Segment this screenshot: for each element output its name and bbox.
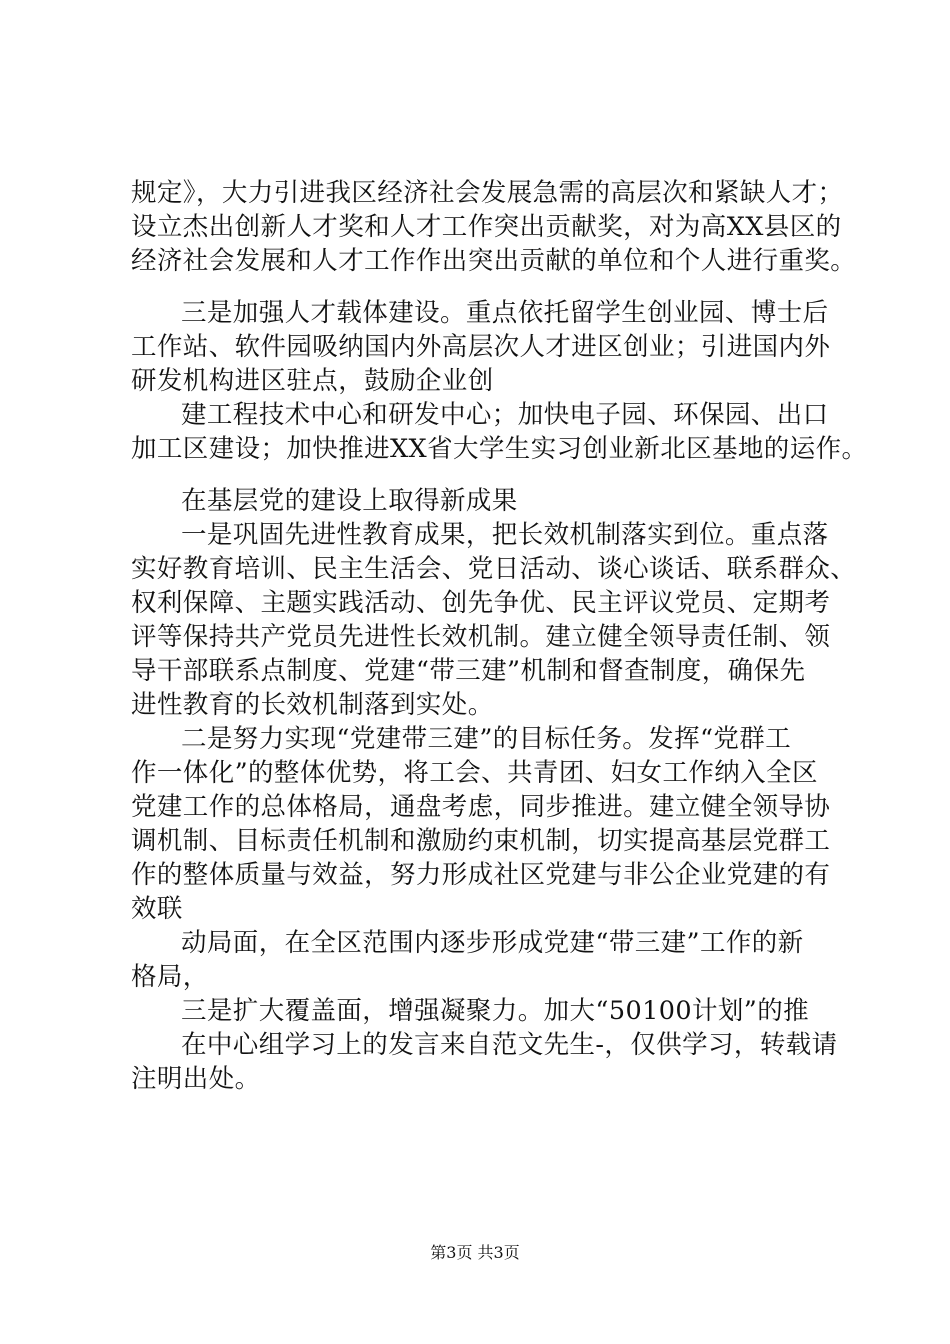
text-line: 评等保持共产党员先进性长效机制。建立健全领导责任制、领	[131, 622, 831, 652]
text-line: 二是努力实现“党建带三建”的目标任务。发挥“党群工	[181, 724, 792, 754]
text-line: 效联	[131, 894, 183, 924]
text-line: 党建工作的总体格局，通盘考虑，同步推进。建立健全领导协	[131, 792, 831, 822]
text-line: 设立杰出创新人才奖和人才工作突出贡献奖，对为高XX县区的	[131, 212, 842, 242]
text-line: 一是巩固先进性教育成果，把长效机制落实到位。重点落	[181, 520, 829, 550]
text-line: 调机制、目标责任机制和激励约束机制，切实提高基层党群工	[131, 826, 831, 856]
text-line: 加工区建设；加快推进XX省大学生实习创业新北区基地的运作。	[131, 434, 868, 464]
text-line: 三是加强人才载体建设。重点依托留学生创业园、博士后	[181, 298, 829, 328]
text-line: 建工程技术中心和研发中心；加快电子园、环保园、出口	[181, 400, 829, 430]
text-line: 实好教育培训、民主生活会、党日活动、谈心谈话、联系群众、	[131, 554, 857, 584]
text-line: 动局面，在全区范围内逐步形成党建“带三建”工作的新	[181, 928, 804, 958]
section-heading: 在基层党的建设上取得新成果	[181, 486, 518, 516]
text-line: 进性教育的长效机制落到实处。	[131, 690, 494, 720]
text-line: 在中心组学习上的发言来自范文先生-，仅供学习，转载请	[181, 1030, 838, 1060]
page-number-footer: 第3页 共3页	[430, 1243, 520, 1262]
text-line: 规定》，大力引进我区经济社会发展急需的高层次和紧缺人才；	[131, 178, 844, 208]
text-line: 研发机构进区驻点，鼓励企业创	[131, 366, 494, 396]
text-line: 导干部联系点制度、党建“带三建”机制和督查制度，确保先	[131, 656, 806, 686]
text-line: 工作站、软件园吸纳国内外高层次人才进区创业；引进国内外	[131, 332, 831, 362]
text-line: 作一体化”的整体优势，将工会、共青团、妇女工作纳入全区	[131, 758, 818, 788]
text-line: 经济社会发展和人才工作作出突出贡献的单位和个人进行重奖。	[131, 246, 857, 276]
text-line: 作的整体质量与效益，努力形成社区党建与非公企业党建的有	[131, 860, 831, 890]
text-line: 三是扩大覆盖面，增强凝聚力。加大“50100计划”的推	[181, 996, 809, 1026]
text-line: 权利保障、主题实践活动、创先争优、民主评议党员、定期考	[131, 588, 831, 618]
text-line: 格局，	[131, 962, 209, 992]
text-line: 注明出处。	[131, 1064, 261, 1094]
